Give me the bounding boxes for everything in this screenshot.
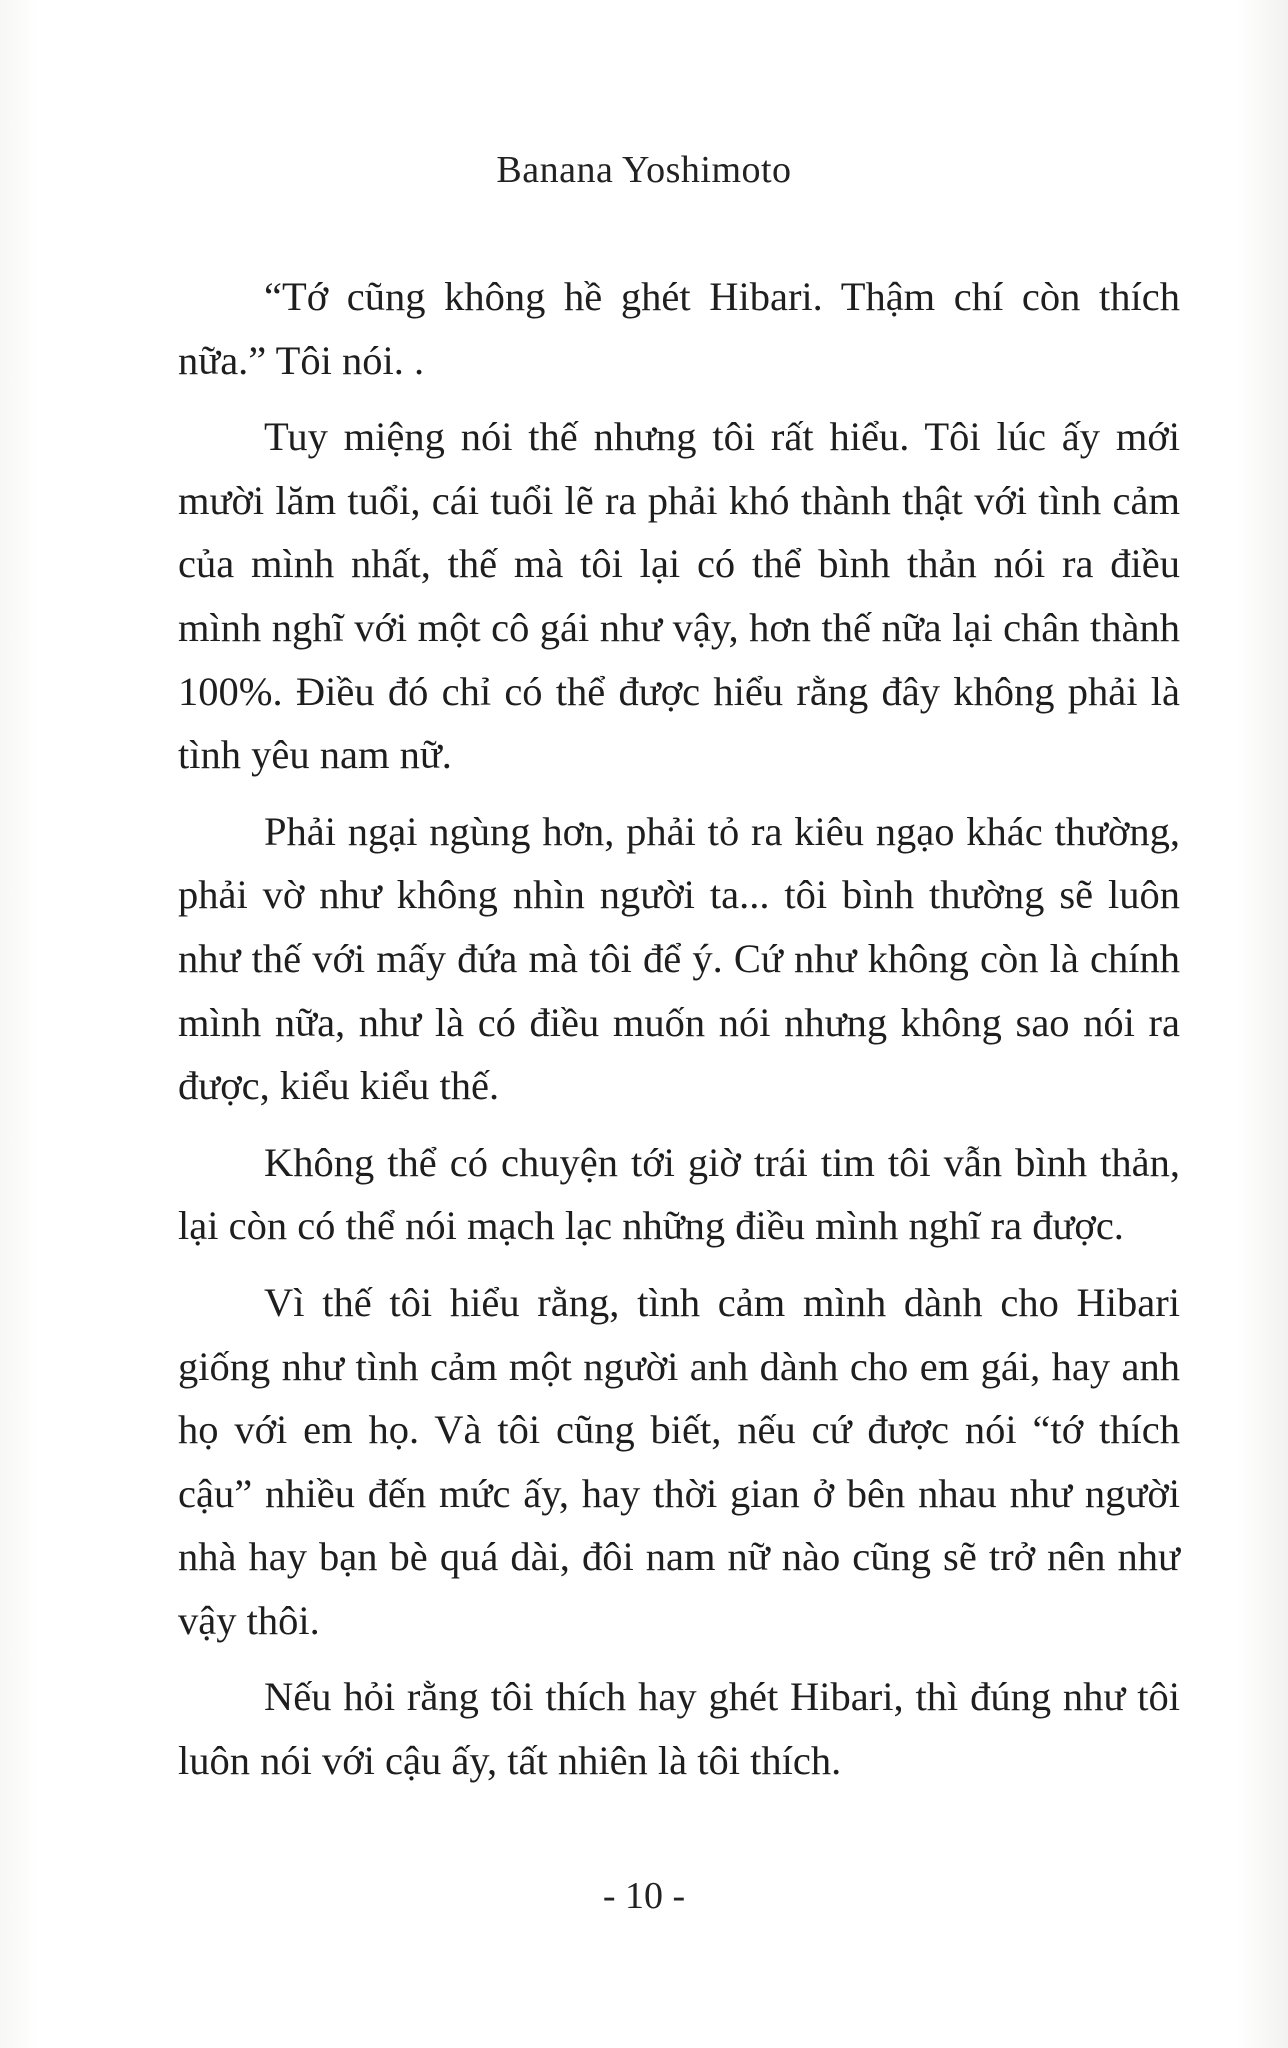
paragraph: Phải ngại ngùng hơn, phải tỏ ra kiêu ngạo khác thường, phải vờ như không nhìn người ta... tôi bình thường sẽ luôn như thế với mấy đứa mà tôi để ý. Cứ như không còn là chính mình nữa, như là có điều muốn nói nhưng không sao nói ra được, kiểu kiểu thế. [178,808,1180,1109]
body-text [178,265,1180,1806]
paragraph: “Tớ cũng không hề ghét Hibari. Thậm chí còn thích nữa.” Tôi nói. . [178,274,1180,383]
page-number: - 10 - [602,1875,686,1917]
paragraph: Vì thế tôi hiểu rằng, tình cảm mình dành cho Hibari giống như tình cảm một người anh dành cho em gái, hay anh họ với em họ. Và tôi cũng biết, nếu cứ được nói “tớ thích cậu” nhiều đến mức ấy, hay thời gian ở bên nhau như người nhà hay bạn bè quá dài, đôi nam nữ nào cũng sẽ trở nên như vậy thôi. [178,1279,1180,1643]
running-head-author: Banana Yoshimoto [496,149,792,191]
paragraph: Không thể có chuyện tới giờ trái tim tôi vẫn bình thản, lại còn có thể nói mạch lạc những điều mình nghĩ ra được. [178,1139,1180,1249]
paragraph: Tuy miệng nói thế nhưng tôi rất hiểu. Tôi lúc ấy mới mười lăm tuổi, cái tuổi lẽ ra phải khó thành thật với tình cảm của mình nhất, thế mà tôi lại có thể bình thản nói ra điều mình nghĩ với một cô gái như vậy, hơn thế nữa lại chân thành 100%. Điều đó chỉ có thể được hiểu rằng đây không phải là tình yêu nam nữ. [178,414,1180,778]
paragraph: Nếu hỏi rằng tôi thích hay ghét Hibari, thì đúng như tôi luôn nói với cậu ấy, tất nhiên là tôi thích. [178,1674,1180,1784]
